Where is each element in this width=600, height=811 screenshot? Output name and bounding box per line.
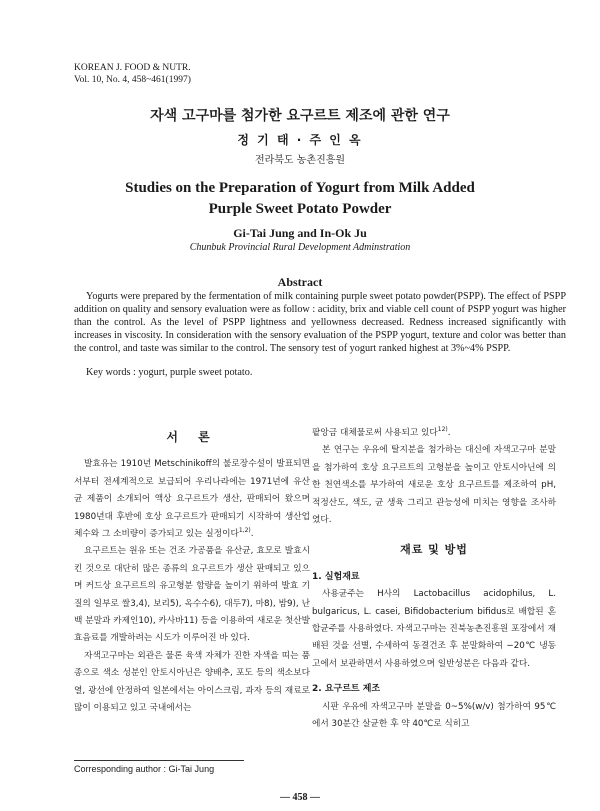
intro-p4-ref: 12) — [437, 426, 448, 434]
left-column — [74, 425, 310, 718]
intro-heading: 서 론 — [166, 430, 218, 444]
intro-paragraph-3: 자색고구마는 외관은 물론 육색 자체가 진한 자색을 띠는 품종으로 색소 성분인 안토시아닌은 양배추, 포도 등의 색소보다 열, 광선에 안정하여 일본에서는 아이스크림, 과자 등의 재료로 많이 이용되고 있고 국내에서는 — [74, 650, 310, 714]
methods-subheading-1: 1. 실험재료 — [312, 571, 360, 582]
abstract-body — [74, 290, 566, 355]
methods-subheading-2: 2. 요구르트 제조 — [312, 684, 381, 695]
english-title-line1: Studies on the Preparation of Yogurt from Milk Added — [125, 180, 475, 196]
korean-title: 자색 고구마를 첨가한 요구르트 제조에 관한 연구 — [150, 108, 450, 124]
journal-name: KOREAN J. FOOD & NUTR. — [74, 63, 191, 73]
korean-affiliation: 전라북도 농촌진흥원 — [254, 155, 346, 166]
abstract-heading: Abstract — [277, 275, 323, 289]
journal-header — [74, 62, 191, 86]
korean-authors: 정 기 태 · 주 인 옥 — [237, 133, 363, 147]
abstract-text: Yogurts were prepared by the fermentation of milk containing purple sweet potato powder(PSPP). The effect of PSPP addition on quality and sensory evaluation were as follow : acidity, brix and viable cell count of PSPP yogurt was higher than the control. As the level of PSPP lightness and yellowness decreased. Redness increased significantly with increases in viscosity. In consideration with the sensory evaluation of the PSPP yogurt, texture and color was better than the control, and taste was similar to the control. The sensory test of yogurt ranked highest at 3%~4% PSPP. — [74, 291, 566, 355]
english-title-line2: Purple Sweet Potato Powder — [208, 201, 392, 217]
english-affiliation: Chunbuk Provincial Rural Development Adminstration — [189, 242, 411, 253]
footnote: Corresponding author : Gi-Tai Jung — [74, 764, 215, 774]
intro-p1-ref: 1,2) — [238, 527, 251, 535]
page-number: — 458 — — [280, 792, 320, 803]
intro-p4-text: 팥앙금 대체물로써 사용되고 있다 — [312, 428, 438, 438]
english-authors: Gi-Tai Jung and In-Ok Ju — [233, 226, 367, 240]
english-title — [0, 178, 600, 220]
intro-paragraph-2: 요구르트는 원유 또는 건조 가공품을 유산균, 효모로 발효시킨 것으로 대단히 많은 종류의 요구르트가 생산 판매되고 있으며 커드상 요구르트의 유고형분 함량을 높이기 위하여 발효 기질의 일부로 쌀3,4), 보리5), 옥수수6), 대두7), 마8), 밤9), 난백 분말과 카제인10), 카사바11) 등을 이용하여 새로운 첫산발효음료를 개발하려는 시도가 이루어진 바 있다. — [74, 546, 310, 644]
methods-paragraph-1: 사용균주는 H사의 Lactobacillus acidophilus, L. bulgaricus, L. casei, Bifidobacterium bifidus로 배합된 혼합균주를 사용하였다. 자색고구마는 진북농촌진흥원 포장에서 재배된 것을 선별, 수세하여 동결건조 후 분말화하여 −20℃ 냉동고에서 보관하면서 사용하였으며 일반성분은 다음과 같다. — [312, 589, 556, 669]
right-column — [312, 425, 556, 734]
intro-paragraph-5: 본 연구는 우유에 탈지분을 첨가하는 대신에 자색고구마 분말을 첨가하여 호상 요구르트의 고형분을 높이고 안토시아닌에 의한 천연색소를 부가하여 새로운 호상 요구르트를 제조하여 pH, 적정산도, 색도, 균 생육 그리고 관능성에 미치는 영향을 조사하였다. — [312, 445, 556, 526]
footnote-divider — [74, 760, 244, 761]
keywords: Key words : yogurt, purple sweet potato. — [86, 367, 253, 378]
intro-paragraph-4: 팥앙금 대체물로써 사용되고 있다$^{12)}$. — [312, 426, 451, 438]
methods-heading: 재료 및 방법 — [400, 543, 468, 557]
methods-paragraph-2: 시판 우유에 자색고구마 분말을 0~5%(w/v) 첨가하여 95℃에서 30분간 살균한 후 약 40℃로 식히고 — [312, 701, 556, 730]
intro-paragraph-1: 발효유는 1910년 Metschinikoff의 불로장수설이 발표되면서부터 전세계적으로 보급되어 우리나라에는 1971년에 유산균 제품이 소개되어 액상 요구르트가 생산, 판매되어 왔으며 1980년대 후반에 호상 요구르트가 판매되기 시작하여 생산업체수와 그 소비량이 증가되고 있는 실정이다$^{1,2)}$. — [74, 459, 310, 540]
intro-p1-text: 발효유는 1910년 Metschinikoff의 불로장수설이 발표되면서부터 전세계적으로 보급되어 우리나라에는 1971년에 유산균 제품이 소개되어 액상 요구르트가 생산, 판매되어 왔으며 1980년대 후반에 호상 요구르트가 판매되기 시작하여 생산업체수와 그 소비량이 증가되고 있는 실정이다 — [74, 459, 310, 540]
journal-volume: Vol. 10, No. 4, 458~461(1997) — [74, 75, 191, 85]
